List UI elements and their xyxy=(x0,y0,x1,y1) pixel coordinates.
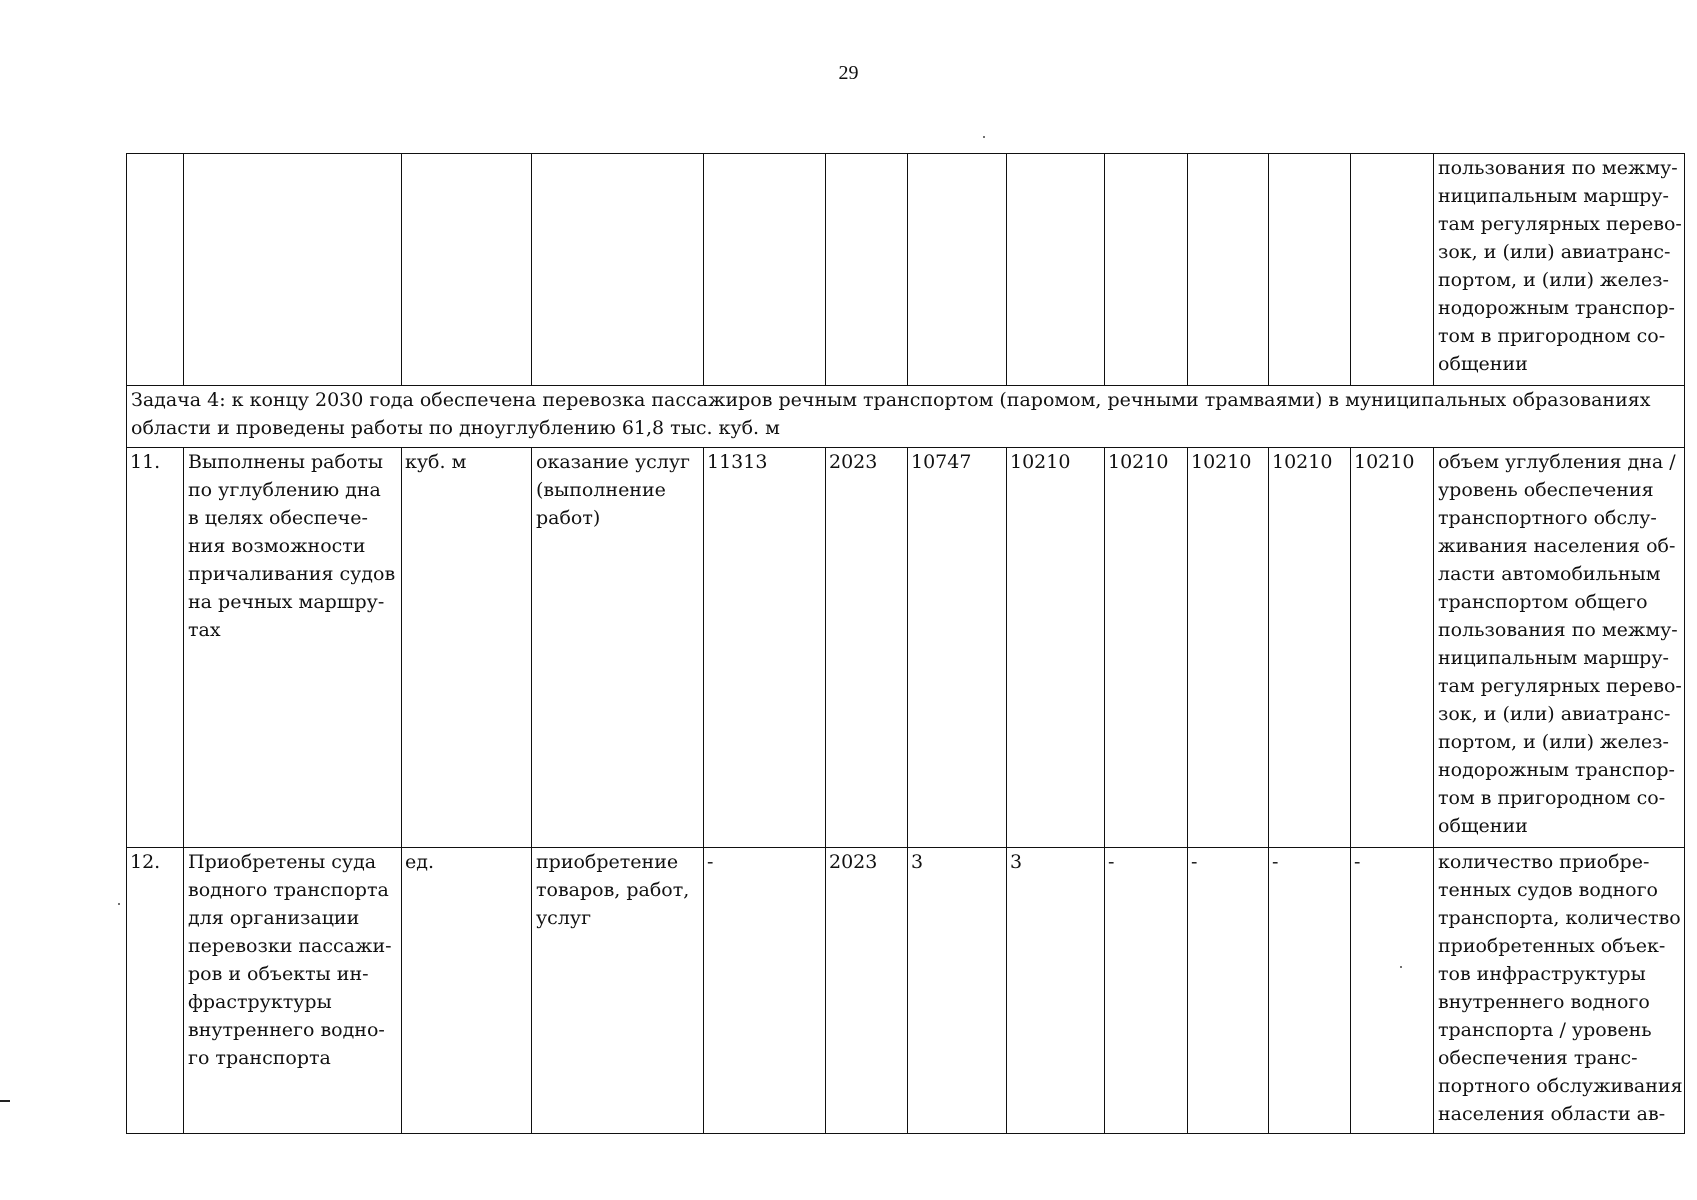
type-line: товаров, работ, xyxy=(536,879,690,901)
continuation-row xyxy=(127,154,1685,386)
indicator-line: пользования по межму- xyxy=(1438,619,1678,641)
indicator-line: общении xyxy=(1438,353,1528,375)
indicator-line: транспорта / уровень xyxy=(1438,1019,1652,1041)
indicator-line: нодорожным транспор- xyxy=(1438,759,1675,781)
type-line: приобретение xyxy=(536,851,679,873)
cell-value xyxy=(1351,154,1434,386)
cell-result xyxy=(184,448,402,848)
cell-value xyxy=(908,154,1007,386)
cell-value: - xyxy=(1351,848,1434,1134)
result-line: водного транспорта xyxy=(188,879,389,901)
indicator-line: ниципальным маршру- xyxy=(1438,185,1669,207)
result-line: перевозки пассажи- xyxy=(188,935,392,957)
indicator-line: объем углубления дна / xyxy=(1438,451,1676,473)
indicator-line: живания населения об- xyxy=(1438,535,1676,557)
page-number: 29 xyxy=(838,62,859,84)
type-line: (выполнение xyxy=(536,479,666,501)
indicator-line: там регулярных перево- xyxy=(1438,213,1682,235)
cell-base-value: 11313 xyxy=(704,448,826,848)
result-line: на речных маршру- xyxy=(188,591,385,613)
cell-base-year: 2023 xyxy=(826,448,908,848)
result-line: по углублению дна xyxy=(188,479,381,501)
cell-number: 11. xyxy=(127,448,184,848)
cell-value: - xyxy=(1269,848,1351,1134)
result-line: внутреннего водно- xyxy=(188,1019,385,1041)
result-line: тах xyxy=(188,619,221,641)
indicator-line: портного обслуживания xyxy=(1438,1075,1683,1097)
indicator-line: ниципальным маршру- xyxy=(1438,647,1669,669)
task-heading-line: области и проведены работы по дноуглублению 61,8 тыс. куб. м xyxy=(131,417,780,439)
cell-value xyxy=(1105,154,1188,386)
indicator-line: транспортом общего xyxy=(1438,591,1648,613)
cell-value: 10210 xyxy=(1007,448,1105,848)
indicator-line: там регулярных перево- xyxy=(1438,675,1682,697)
cell-indicator xyxy=(1434,848,1685,1134)
cell-type xyxy=(532,154,704,386)
task-heading-line: Задача 4: к концу 2030 года обеспечена перевозка пассажиров речным транспортом (паромом, речными трамваями) в муниципальных образованиях xyxy=(131,389,1651,411)
indicator-line: зок, и (или) авиатранс- xyxy=(1438,703,1671,725)
indicator-line: внутреннего водного xyxy=(1438,991,1650,1013)
indicator-line: тов инфраструктуры xyxy=(1438,963,1646,985)
indicator-line: обеспечения транс- xyxy=(1438,1047,1638,1069)
indicator-line: нодорожным транспор- xyxy=(1438,297,1675,319)
indicator-line: уровень обеспечения xyxy=(1438,479,1654,501)
indicator-line: пользования по межму- xyxy=(1438,157,1678,179)
cell-indicator xyxy=(1434,154,1685,386)
cell-type xyxy=(532,448,704,848)
cell-base-year: 2023 xyxy=(826,848,908,1134)
indicator-line: том в пригородном со- xyxy=(1438,325,1666,347)
indicator-line: тенных судов водного xyxy=(1438,879,1658,901)
result-line: для организации xyxy=(188,907,360,929)
cell-value xyxy=(1007,154,1105,386)
cell-value: 10210 xyxy=(1269,448,1351,848)
type-line: работ) xyxy=(536,507,601,529)
cell-value: 10210 xyxy=(1105,448,1188,848)
cell-value: - xyxy=(1105,848,1188,1134)
cell-type xyxy=(532,848,704,1134)
cell-unit: куб. м xyxy=(402,448,532,848)
cell-result xyxy=(184,154,402,386)
cell-base-value xyxy=(704,154,826,386)
indicator-line: зок, и (или) авиатранс- xyxy=(1438,241,1671,263)
cell-value: 10747 xyxy=(908,448,1007,848)
task-row xyxy=(127,386,1685,448)
result-line: ния возможности xyxy=(188,535,366,557)
cell-value: 3 xyxy=(908,848,1007,1134)
indicator-line: количество приобре- xyxy=(1438,851,1650,873)
indicator-line: портом, и (или) желез- xyxy=(1438,731,1669,753)
result-line: фраструктуры xyxy=(188,991,332,1013)
table-row xyxy=(127,448,1685,848)
indicator-line: транспорта, количество xyxy=(1438,907,1681,929)
result-line: Приобретены суда xyxy=(188,851,377,873)
cell-unit: ед. xyxy=(402,848,532,1134)
indicator-line: приобретенных объек- xyxy=(1438,935,1666,957)
program-table xyxy=(126,153,1685,1134)
scan-artifact-dot xyxy=(983,136,985,138)
scan-artifact-dash xyxy=(0,1100,10,1102)
cell-value: 10210 xyxy=(1351,448,1434,848)
type-line: услуг xyxy=(536,907,592,929)
cell-unit xyxy=(402,154,532,386)
cell-number xyxy=(127,154,184,386)
type-line: оказание услуг xyxy=(536,451,690,473)
result-line: в целях обеспече- xyxy=(188,507,368,529)
cell-base-year xyxy=(826,154,908,386)
indicator-line: общении xyxy=(1438,815,1528,837)
cell-value: 3 xyxy=(1007,848,1105,1134)
task-heading xyxy=(127,386,1685,448)
cell-result xyxy=(184,848,402,1134)
result-line: Выполнены работы xyxy=(188,451,383,473)
scan-artifact-dot xyxy=(118,903,120,905)
result-line: ров и объекты ин- xyxy=(188,963,369,985)
indicator-line: портом, и (или) желез- xyxy=(1438,269,1669,291)
cell-value: 10210 xyxy=(1188,448,1269,848)
indicator-line: том в пригородном со- xyxy=(1438,787,1666,809)
cell-indicator xyxy=(1434,448,1685,848)
cell-value: - xyxy=(1188,848,1269,1134)
cell-number: 12. xyxy=(127,848,184,1134)
indicator-line: населения области ав- xyxy=(1438,1103,1666,1125)
result-line: го транспорта xyxy=(188,1047,331,1069)
indicator-line: ласти автомобильным xyxy=(1438,563,1661,585)
cell-base-value: - xyxy=(704,848,826,1134)
cell-value xyxy=(1188,154,1269,386)
indicator-line: транспортного обслу- xyxy=(1438,507,1657,529)
result-line: причаливания судов xyxy=(188,563,396,585)
cell-value xyxy=(1269,154,1351,386)
table-row xyxy=(127,848,1685,1134)
